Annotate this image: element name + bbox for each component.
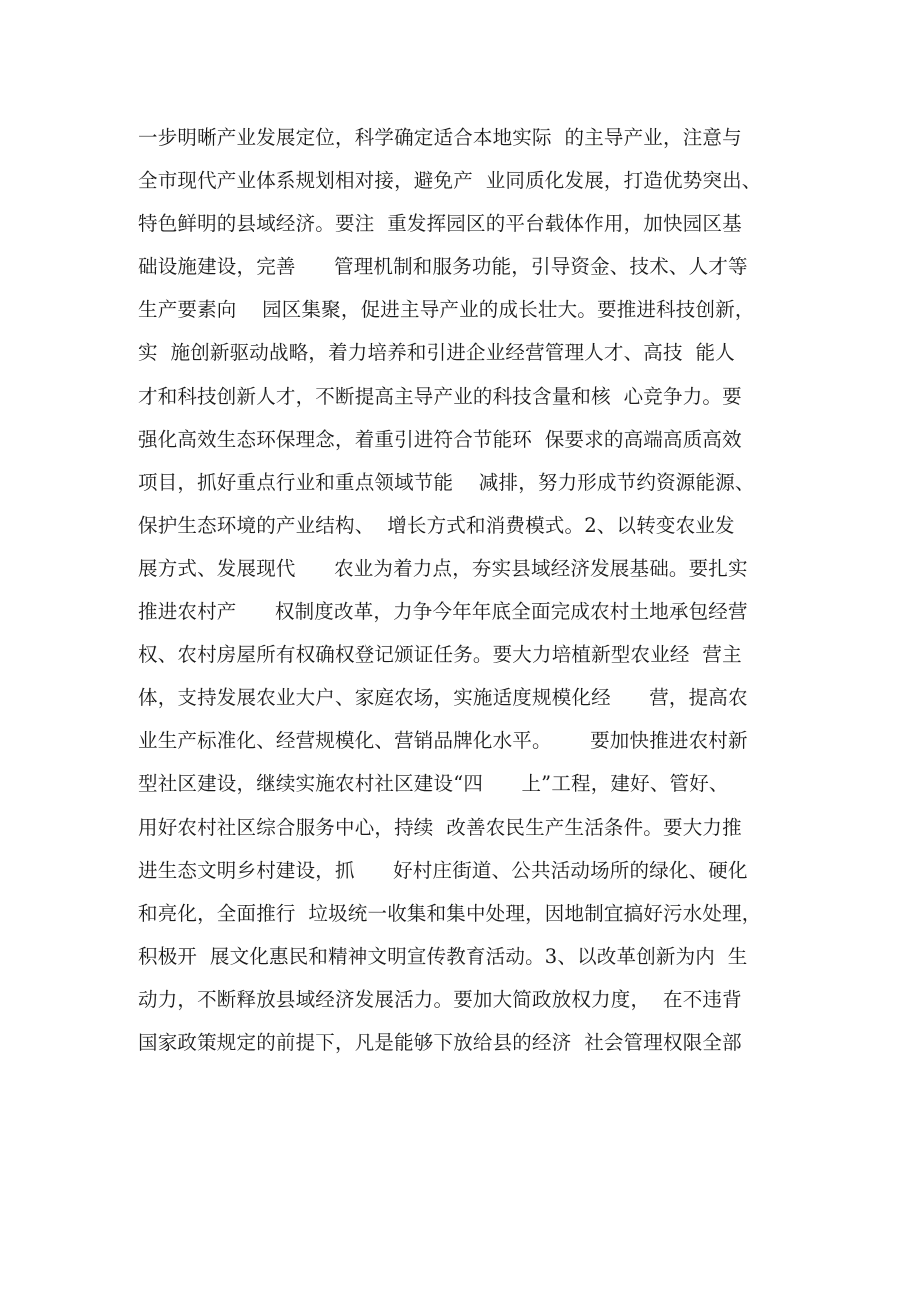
text-line: 国家政策规定的前提下，凡是能够下放给县的经济 社会管理权限全部 [138, 1030, 742, 1054]
text-line: 才和科技创新人才，不断提高主导产业的科技含量和核 心竞争力。要 [138, 384, 742, 408]
text-line: 展方式、发展现代 农业为着力点，夯实县域经济发展基础。要扎实 [138, 556, 748, 580]
text-line: 进生态文明乡村建设，抓 好村庄街道、公共活动场所的绿化、硬化 [138, 858, 748, 882]
text-line: 用好农村社区综合服务中心，持续 改善农民生产生活条件。要大力推 [138, 815, 742, 839]
body-text [138, 116, 818, 1064]
text-line: 积极开 展文化惠民和精神文明宣传教育活动。3、以改革创新为内 生 [138, 944, 748, 968]
text-line: 权、农村房屋所有权确权登记颁证任务。要大力培植新型农业经 营主 [138, 643, 742, 667]
text-line: 一步明晰产业发展定位，科学确定适合本地实际 的主导产业，注意与 [138, 126, 742, 149]
text-line: 业生产标准化、经营规模化、营销品牌化水平。 要加快推进农村新 [138, 729, 748, 753]
text-line: 全市现代产业体系规划相对接，避免产 业同质化发展，打造优势突出、 [138, 169, 762, 193]
text-line: 和亮化，全面推行 垃圾统一收集和集中处理，因地制宜搞好污水处理， [138, 901, 762, 925]
text-line: 实 施创新驱动战略，着力培养和引进企业经营管理人才、高技 能人 [138, 341, 735, 365]
text-line: 推进农村产 权制度改革，力争今年年底全面完成农村土地承包经营 [138, 600, 748, 624]
text-line: 保护生态环境的产业结构、 增长方式和消费模式。2、以转变农业发 [138, 513, 735, 537]
text-line: 强化高效生态环保理念，着重引进符合节能环 保要求的高端高质高效 [138, 427, 742, 451]
text-line: 础设施建设，完善 管理机制和服务功能，引导资金、技术、人才等 [138, 255, 748, 279]
text-line: 型社区建设，继续实施农村社区建设“四 上”工程，建好、管好、 [138, 772, 729, 796]
text-line: 动力，不断释放县域经济发展活力。要加大简政放权力度， 在不违背 [138, 987, 742, 1011]
text-line: 生产要素向 园区集聚，促进主导产业的成长壮大。要推进科技创新， [138, 298, 755, 322]
text-line: 项目，抓好重点行业和重点领域节能 减排，努力形成节约资源能源、 [138, 470, 755, 494]
text-line: 体，支持发展农业大户、家庭农场，实施适度规模化经 营，提高农 [138, 686, 748, 710]
text-line: 特色鲜明的县域经济。要注 重发挥园区的平台载体作用，加快园区基 [138, 212, 742, 236]
